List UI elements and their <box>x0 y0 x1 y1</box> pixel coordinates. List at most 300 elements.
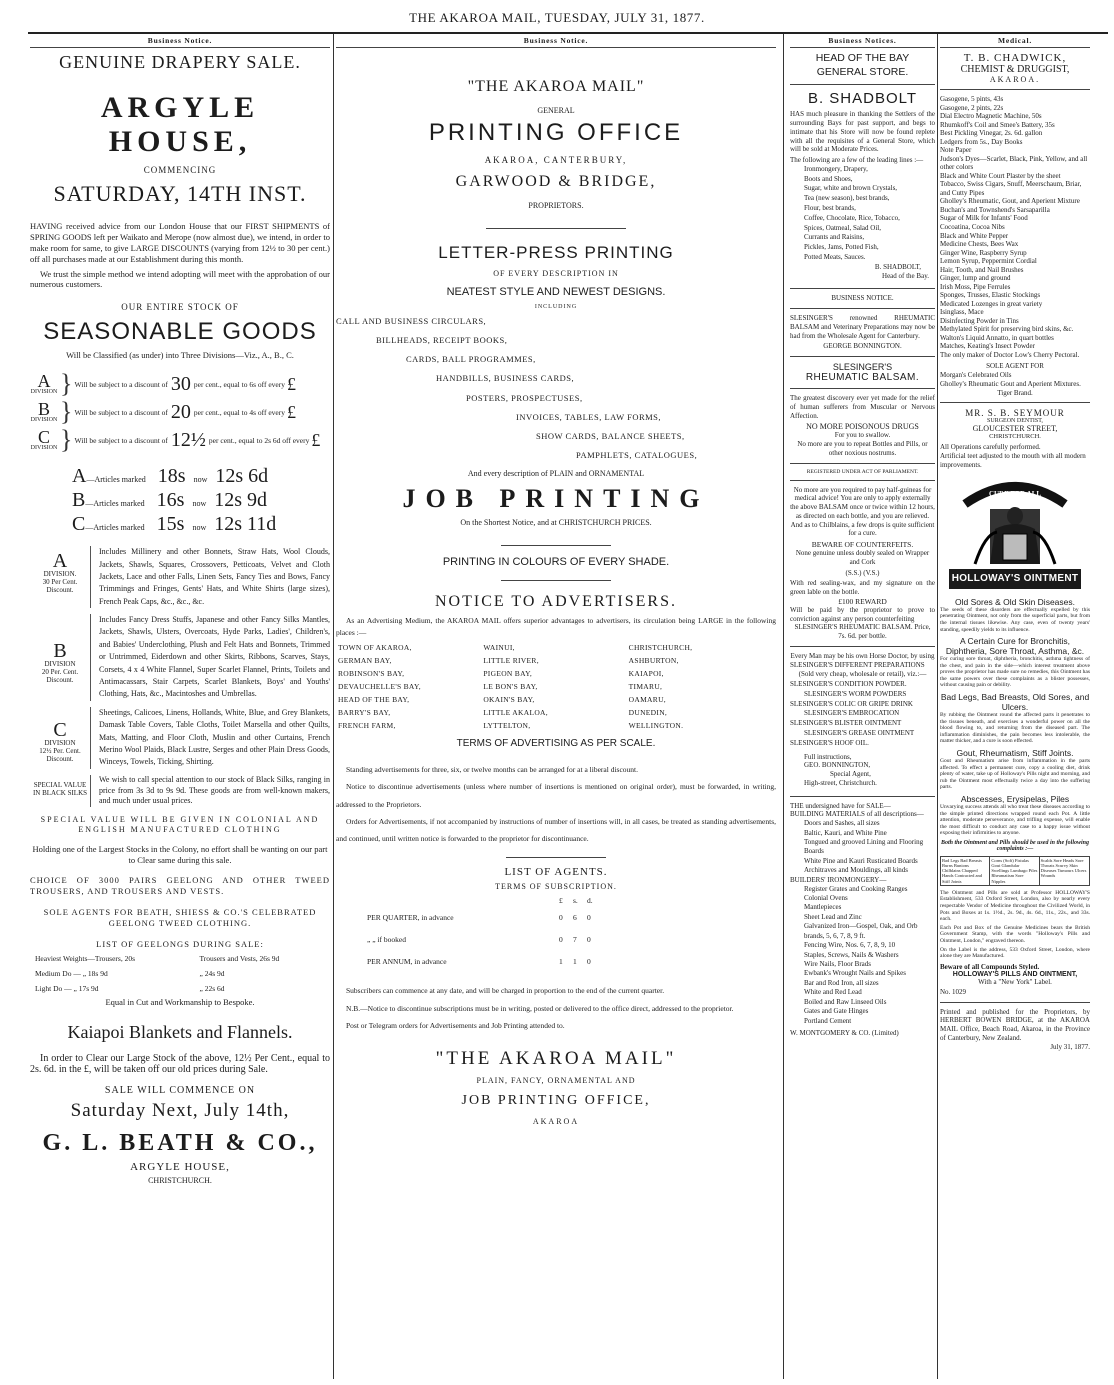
list-item: Cocoatina, Cocoa Nibs <box>940 222 1005 231</box>
subscription-table <box>366 895 600 972</box>
chadwick-name: T. B. CHADWICK, <box>963 52 1067 64</box>
teeth-text: Artificial teet adjusted to the mouth with all modern improvements. <box>940 452 1086 469</box>
geelongs-title: LIST OF GEELONGS DURING SALE: <box>96 938 264 949</box>
sale-title: GENUINE DRAPERY SALE. <box>59 52 301 72</box>
list-item: Tea (new season), best brands, <box>804 194 890 203</box>
list-item: Ironmongery, Drapery, <box>804 164 868 173</box>
division-post: per cent., equal to 2s 6d off every <box>208 435 310 445</box>
neatest-style: NEATEST STYLE AND NEWEST DESIGNS. <box>446 286 666 298</box>
enthroned-figure-icon <box>945 474 1085 569</box>
signature-place: Head of the Bay. <box>882 271 929 280</box>
division-pre: Will be subject to a discount of <box>74 435 168 445</box>
list-item: Dial Electro Magnetic Machine, 50s <box>940 112 1042 121</box>
list-item: DEVAUCHELLE'S BAY, <box>338 682 421 691</box>
stock-label: OUR ENTIRE STOCK OF <box>121 302 239 313</box>
list-item: Sugar, white and brown Crystals, <box>804 184 898 193</box>
list-item: Staples, Screws, Nails & Washers <box>804 950 899 959</box>
list-item: ASHBURTON, <box>628 656 679 665</box>
list-item: Boots and Shoes, <box>804 174 853 183</box>
division-pre: Will be subject to a discount of <box>74 407 168 417</box>
sale-date: SATURDAY, 14TH INST. <box>53 181 307 206</box>
divider-rule <box>790 480 935 481</box>
holloway-title: HOLLOWAY'S OINTMENT <box>949 569 1081 589</box>
list-item: CHRISTCHURCH, <box>628 643 693 652</box>
column-header: Business Notice. <box>336 36 776 48</box>
list-item: Potted Meats, Sauces. <box>804 252 866 261</box>
list-item: Flour, best brands, <box>804 203 856 212</box>
store-name: ARGYLE HOUSE, <box>100 91 260 158</box>
list-item: Black and White Pepper <box>940 231 1009 240</box>
list-item: INVOICES, TABLES, LAW FORMS, <box>516 411 662 422</box>
list-item: Medicated Lozenges in great variety <box>940 299 1043 308</box>
list-item: LITTLE AKALOA, <box>483 708 548 717</box>
list-item: WELLINGTON. <box>628 721 684 730</box>
mail-footer-title: "THE AKAROA MAIL" <box>435 1048 677 1069</box>
list-item: GERMAN BAY, <box>338 656 392 665</box>
divider-rule <box>486 228 626 229</box>
column-divider <box>937 34 938 1379</box>
genuine-text: None genuine unless doubly sealed on Wrapper and Cork <box>795 549 930 566</box>
location: AKAROA, CANTERBURY, <box>484 155 628 165</box>
registered-label: REGISTERED UNDER ACT OF PARLIAMENT. <box>806 468 919 475</box>
seymour-title: SURGEON DENTIST, <box>987 418 1043 425</box>
list-item: Spices, Oatmeal, Salad Oil, <box>804 223 881 232</box>
kaiapoi-title: Kaiapoi Blankets and Flannels. <box>67 1021 293 1042</box>
list-item: BILLHEADS, RECEIPT BOOKS, <box>376 335 508 346</box>
discount-divisions <box>30 371 330 453</box>
divider-rule <box>790 388 935 389</box>
top-rule <box>28 32 1108 34</box>
shadbolt-name: B. SHADBOLT <box>807 90 918 108</box>
list-item: LE BON'S BAY, <box>483 682 538 691</box>
list-item: Portland Cement <box>804 1016 852 1025</box>
printing-office-column <box>336 36 776 1381</box>
division-section: B DIVISION 20 Per. Cent. Discount. Includes Fancy Dress Stuffs, Japanese and other Fancy Silks Mantles, Jackets, Shawls, Ulsters, Overcoats, Hyde Parks, Ladies', Children's, and Babies' Underclothing, Plush and Felt Hats and Bonnets, Trimmed or Untrimmed, Eiderdown and other Skirts, Ribbons, Scarves, Stays, Corsets, 4 x 4 White Flannel, Super Scarlet Flannel, Prints, Toilets and Antimacassars, Stair Carpets, Scarlet Blankets, Boys' and Youths' Clothing, Hats, &c., Macintoshes and Umbrellas. <box>30 614 330 701</box>
division-sections <box>30 546 330 807</box>
division-contents: Includes Fancy Dress Stuffs, Japanese and other Fancy Silks Mantles, Jackets, Shawls, Ulsters, Overcoats, Hyde Parks, Ladies', Children's, and Babies' Underclothing, Plush and Felt Hats and Bonnets, Trimmed or Untrimmed, Eiderdown and other Skirts, Ribbons, Scarves, Stays, Corsets, 4 x 4 White Flannel, Super Scarlet Flannel, Prints, Toilets and Antimacassars, Stair Carpets, Scarlet Blankets, Boys' and Youths' Clothing, Hats, &c., Macintoshes and Umbrellas. <box>90 614 330 701</box>
proprietors-label: PROPRIETORS. <box>528 201 584 210</box>
division-contents: Sheetings, Calicoes, Linens, Hollands, White, Blue, and Grey Blankets, Damask Table Covers, Table Cloths, Toilet Marsella and other Quilts, Mats, Matting, and Floor Cloth, Muslin and other Curtains, French Merino Wool Plaids, Black Lustre, Serges and other Plain Dress Goods, Winceys, Towels, Ticking, Shirting. <box>90 707 330 769</box>
list-item: Disinfecting Powder in Tins <box>940 316 1019 325</box>
including-label: INCLUDING <box>534 304 578 310</box>
list-item: Gasogene, 5 pints, 43s <box>940 95 1004 103</box>
akaroa-label: AKAROA <box>532 1117 580 1126</box>
cure-title: A Certain Cure for Bronchitis, Diphtheria, Sore Throat, Asthma, &c. <box>945 636 1085 657</box>
divider-rule <box>790 288 935 289</box>
list-item: HEAD OF THE BAY, <box>338 695 410 704</box>
imprint-text: Printed and published for the Proprietors, by HERBERT BOWEN BRIDGE, at the AKAROA MAIL Office, Beach Road, Akaroa, in the Province of Canterbury, New Zealand. <box>940 1007 1090 1042</box>
circulation-places <box>338 643 774 730</box>
brace-icon: } <box>60 425 73 455</box>
list-item: Gates and Gate Hinges <box>804 1007 869 1016</box>
beware-compounds: Beware of all Compounds Styled. <box>940 962 1040 971</box>
list-agents-title: LIST OF AGENTS. <box>504 866 608 879</box>
list-item: SLESINGER'S HOOF OIL. <box>790 738 869 747</box>
seal-mark: (S.S.) (V.S.) <box>845 568 880 577</box>
list-item: Baltic, Kauri, and White Pine <box>804 828 887 837</box>
divider-rule <box>790 463 935 464</box>
list-item: Architraves and Mouldings, all kinds <box>804 866 909 875</box>
list-item: SLESINGER'S GREASE OINTMENT <box>804 729 915 738</box>
old-sores-title: Old Sores & Old Skin Diseases. <box>955 596 1075 607</box>
division-percent: 20 <box>170 400 191 423</box>
chemist-list <box>940 95 1090 359</box>
division-letter: A <box>37 371 51 392</box>
list-item: SLESINGER'S DIFFERENT PREPARATIONS <box>790 660 925 669</box>
holloway-pills-title: HOLLOWAY'S PILLS AND OINTMENT, <box>952 970 1078 978</box>
notice-text: As an Advertising Medium, the AKAROA MAIL offers superior advantages to advertisers, its circulation being LARGE in the following places :— <box>336 616 776 637</box>
no-more-drugs: NO MORE POISONOUS DRUGS <box>806 422 919 432</box>
job-printing-office: JOB PRINTING OFFICE, <box>461 1093 651 1108</box>
sale-commence: SALE WILL COMMENCE ON <box>104 1084 256 1096</box>
list-item: PAMPHLETS, CATALOGUES, <box>576 449 698 460</box>
signature: B. SHADBOLT, <box>874 262 921 271</box>
red-wax-text: With red sealing-wax, and my signature on the green lable on the bottle. <box>790 579 935 596</box>
list-item: Gasogene, 2 pints, 22s <box>940 103 1004 112</box>
column-header: Medical. <box>940 36 1090 48</box>
post-text: Post or Telegram orders for Advertisements and Job Printing attended to. <box>346 1020 565 1030</box>
beware-counterfeits: BEWARE OF COUNTERFEITS. <box>811 540 914 549</box>
division-section: A DIVISION. 30 Per Cent. Discount. Includes Millinery and other Bonnets, Straw Hats, Wool Clouds, Jackets, Shawls, Squares, Crossovers, Petticoats, Velvet and Cloth Jackets, Lace and other Falls, Linen Sets, Fancy Ties and Bows, Fancy Trimmings and Fringes, Gents' Hats, and White Shirts (large sizes), French Peak Caps, &c., &c., &c. <box>30 546 330 608</box>
list-item: LYTTELTON, <box>483 721 531 730</box>
balsam-price: SLESINGER'S RHEUMATIC BALSAM. Price, 7s. 6d. per bottle. <box>794 623 931 640</box>
morgan-oils: Morgan's Celebrated Oils <box>940 371 1012 380</box>
division-label: DIVISION <box>30 389 58 396</box>
list-item: White and Red Lead <box>804 988 862 997</box>
list-item: Lemon Syrup, Peppermint Cordial <box>940 257 1037 266</box>
firm-house: ARGYLE HOUSE, <box>130 1160 230 1173</box>
list-item: The only maker of Doctor Low's Cherry Pectoral. <box>940 350 1080 359</box>
list-item: FRENCH FARM, <box>338 721 396 730</box>
repeat-text: No more are you to repeat Bottles and Pills, or other noxious nostrums. <box>797 440 928 457</box>
agent-address: High-street, Christchurch. <box>804 778 877 787</box>
division-row <box>30 371 330 397</box>
list-item: Sugar of Milk for Infants' Food <box>940 214 1028 223</box>
list-item: TOWN OF AKAROA, <box>338 643 412 652</box>
chadwick-title: CHEMIST & DRUGGIST, <box>960 64 1070 75</box>
list-item: KAIAPOI, <box>628 669 664 678</box>
nb-text: N.B.—Notice to discontinue subscriptions must be in writing, posted or delivered to the office direct, addressed to the proprietor. <box>346 1003 734 1013</box>
list-item: OKAIN'S BAY, <box>483 695 535 704</box>
division-label: DIVISION <box>30 445 58 452</box>
shadbolt-intro: HAS much pleasure in thanking the Settlers of the surrounding Bays for past support, and begs to intimate that his Store will now be found replete with all the requisites of a General Store, which will be sold at Moderate Prices. <box>790 110 935 154</box>
holloway-illustration <box>945 474 1085 589</box>
list-item: Galvanized Iron—Gospel, Oak, and Orb brands, 5, 6, 7, 8, 9 ft. <box>804 922 918 940</box>
list-item: Scalds Sore Heads Sore Throats Scurvy Skin Diseases Tumours Ulcers Wounds <box>1040 857 1087 879</box>
division-row <box>30 427 330 453</box>
ironmongery-title: BUILDERS' IRONMONGERY— <box>790 875 887 884</box>
list-item: Pickles, Jams, Potted Fish, <box>804 243 879 252</box>
plain-ornamental: And every description of PLAIN and ORNAMENTAL <box>467 469 645 478</box>
division-post: per cent., equal to 4s off every <box>193 407 285 417</box>
column-header: Business Notice. <box>30 36 330 48</box>
division-label: DIVISION <box>30 417 58 424</box>
label-text: On the Label is the address, 533 Oxford Street, London, where alone they are Manufactured. <box>940 946 1090 960</box>
reward-label: £100 REWARD <box>838 596 887 606</box>
list-item: Best Pickling Vinegar, 2s. 6d. gallon <box>940 129 1043 138</box>
proprietors-name: GARWOOD & BRIDGE, <box>455 173 657 190</box>
brace-icon: } <box>60 369 73 399</box>
divider-rule <box>790 356 935 357</box>
chadwick-place: AKAROA. <box>989 75 1041 84</box>
no-more-text: No more are you required to pay half-guineas for medical advice! You are only to apply externally the above BALSAM once or twice within 12 hours, as directed on each bottle, and you are relieved. And as to Chilblains, a few drops is quite sufficient for a cure. <box>790 485 935 538</box>
orders-text: Orders for Advertisements, if not accompanied by instructions of number of insertions will, in all cases, be treated as standing advertisements, and continued, until written notice is forwarded to the proprietor for discontinuance. <box>336 816 776 843</box>
printing-items <box>336 312 776 465</box>
table-row: PER ANNUM, in advance 1 1 0 <box>367 956 591 966</box>
balsam-title: RHEUMATIC BALSAM. <box>805 372 920 383</box>
gholley-mixtures: Gholley's Rheumatic Gout and Aperient Mixtures. <box>940 379 1081 388</box>
sole-agents-note: SOLE AGENTS FOR BEATH, SHIESS & CO.'S CELEBRATED GEELONG TWEED CLOTHING. <box>43 907 317 928</box>
list-item: Ginger, lump and ground <box>940 274 1011 283</box>
list-item: Boiled and Raw Linseed Oils <box>804 997 887 1006</box>
kaiapoi-text: In order to Clear our Large Stock of the above, 12½ Per Cent., equal to 2s. 6d. in the £, will be taken off our old prices during Sale. <box>30 1052 330 1075</box>
list-item: SLESINGER'S WORM POWDERS <box>804 689 907 698</box>
preparations-list <box>790 661 935 749</box>
list-item: HANDBILLS, BUSINESS CARDS, <box>436 373 575 384</box>
list-item: Tobacco, Swiss Cigars, Snuff, Meerschaum, Briar, and Cutty Pipes <box>940 180 1082 197</box>
article-row: C —Articles marked 15s now 12s 11d <box>72 513 277 536</box>
business-notice-label: BUSINESS NOTICE. <box>831 294 894 303</box>
list-item: Corns (Soft) Fistulas Gout Glandular Swellings Lumbago Piles Rheumatism Sore Nipples <box>990 857 1039 885</box>
seymour-city: CHRISTCHURCH. <box>989 433 1041 441</box>
shortest-notice: On the Shortest Notice, and at CHRISTCHURCH PRICES. <box>460 518 652 527</box>
geelongs-table <box>30 950 330 997</box>
full-instructions: Full instructions, <box>804 752 852 761</box>
list-item: ROBINSON'S BAY, <box>338 669 405 678</box>
list-item: (Sold very cheap, wholesale or retail), viz.:— <box>798 670 927 679</box>
every-description: OF EVERY DESCRIPTION IN <box>493 269 619 278</box>
masthead: THE AKAROA MAIL, TUESDAY, JULY 31, 1877. <box>409 10 705 25</box>
division-post: per cent., equal to 6s off every <box>193 379 285 389</box>
table-row: Heaviest Weights—Trousers, 20s Trousers and Vests, 26s 9d <box>35 953 280 963</box>
division-percent: 30 <box>170 372 191 395</box>
list-item: BARRY'S BAY, <box>338 708 391 717</box>
list-item: Register Grates and Cooking Ranges <box>804 884 908 893</box>
list-item: CALL AND BUSINESS CIRCULARS, <box>336 316 487 326</box>
divider-rule <box>940 402 1090 403</box>
sold-text: The Ointment and Pills are sold at Professor HOLLOWAY'S Establishment, 533 Oxford Street, London, also by nearly every respectable Vendor of Medicine throughout the Civilized World, in Pots and Boxes at 1s. 1½d., 2s. 9d., 4s. 6d., 11s., 22s., and 33s. each. <box>940 889 1090 923</box>
list-item: Note Paper <box>940 146 972 155</box>
bonnington-name: GEORGE BONNINGTON. <box>823 342 902 351</box>
montgomery-firm: W. MONTGOMERY & CO. (Limited) <box>790 1029 899 1038</box>
trust-paragraph: We trust the simple method we intend adopting will meet with the approbation of our numerous customers. <box>30 268 330 290</box>
banner-text: CURE FOR ALL <box>988 489 1042 498</box>
divider-rule <box>506 857 606 858</box>
list-item: OAMARU, <box>628 695 666 704</box>
list-item: Coffee, Chocolate, Rice, Tobacco, <box>804 213 900 222</box>
list-item: SLESINGER'S BLISTER OINTMENT <box>790 719 902 728</box>
column-header: Business Notices. <box>790 36 935 48</box>
undersigned-text: THE undersigned have for SALE— <box>790 801 891 810</box>
abscesses-text: Unvarying success attends all who treat these diseases according to the simple printed directions wrapped round each Pot. A little attention, moderate perseverance, and trifling expense, will enable the most difficult to conduct any case to a happy issue without exposing their infirmities to anyone. <box>940 804 1090 837</box>
operations-text: All Operations carefully performed. <box>940 443 1041 452</box>
slesinger-title: SLESINGER'S <box>832 362 893 372</box>
list-item: Ginger Wine, Raspberry Syrup <box>940 248 1027 257</box>
list-item: LITTLE RIVER, <box>483 656 539 665</box>
subscribers-text: Subscribers can commence at any date, and will be charged in proportion to the end of the current quarter. <box>346 986 665 996</box>
special-value-note: SPECIAL VALUE WILL BE GIVEN IN COLONIAL AND ENGLISH MANUFACTURED CLOTHING <box>40 815 320 835</box>
list-item: Methylated Spirit for preserving bird skins, &c. <box>940 325 1074 334</box>
gout-title: Gout, Rheumatism, Stiff Joints. <box>956 748 1074 759</box>
list-item: Hair, Tooth, and Nail Brushes <box>940 265 1024 274</box>
list-item: Medicine Chests, Bees Wax <box>940 240 1019 249</box>
list-item: Isinglass, Mace <box>940 308 984 317</box>
list-item: Walton's Liquid Annatto, in quart bottles <box>940 333 1054 342</box>
classified-note: Will be Classified (as under) into Three Divisions—Viz., A., B., C. <box>66 350 294 361</box>
printing-office-title: PRINTING OFFICE <box>428 119 684 146</box>
abscesses-title: Abscesses, Erysipelas, Piles <box>960 794 1070 804</box>
firm-town: CHRISTCHURCH. <box>148 1175 212 1185</box>
article-row: A —Articles marked 18s now 12s 6d <box>72 465 269 488</box>
divider-rule <box>940 89 1090 90</box>
list-item: Fencing Wire, Nos. 6, 7, 8, 9, 10 <box>804 941 896 950</box>
division-row <box>30 399 330 425</box>
list-item: Doors and Sashes, all sizes <box>804 819 880 828</box>
article-prices <box>30 465 330 536</box>
black-silks-section: SPECIAL VALUE IN BLACK SILKS We wish to call special attention to our stock of Black Silks, ranging in price from 3s 3d to 9s 9d. These goods are from well-known makers, and much under usual prices. <box>32 774 330 806</box>
both-complaints: Both the Ointment and Pills should be used in the following complaints :— <box>940 839 1090 852</box>
pound-sign: £ <box>311 429 321 450</box>
division-percent: 12½ <box>170 428 206 451</box>
list-item: Irish Moss, Pipe Ferrules <box>940 282 1011 291</box>
holding-note: Holding one of the Largest Stocks in the Colony, no effort shall be wanting on our part to Clear same during this sale. <box>32 843 328 865</box>
list-item: Matches, Keating's Insect Powder <box>940 342 1035 351</box>
list-item: TIMARU, <box>628 682 663 691</box>
sale-day: Saturday Next, July 14th, <box>70 1099 290 1121</box>
divider-rule <box>940 1002 1090 1003</box>
division-pre: Will be subject to a discount of <box>74 379 168 389</box>
list-item: SLESINGER'S CONDITION POWDER. <box>790 680 907 689</box>
list-item: Black and White Court Plaster by the sheet <box>940 171 1061 180</box>
bad-legs-title: Bad Legs, Bad Breasts, Old Sores, and Ulcers. <box>940 692 1090 713</box>
column-divider <box>783 34 784 1379</box>
list-item: Ewbank's Wrought Nails and Spikes <box>804 969 906 978</box>
divider-rule <box>501 545 611 546</box>
divider-rule <box>790 796 935 797</box>
pound-sign: £ <box>287 401 296 422</box>
business-notices-column <box>790 36 935 1381</box>
swallow-text: For you to swallow. <box>834 431 891 440</box>
terms-line: TERMS OF ADVERTISING AS PER SCALE. <box>456 738 656 749</box>
division-contents: Includes Millinery and other Bonnets, Straw Hats, Wool Clouds, Jackets, Shawls, Squares, Crossovers, Petticoats, Velvet and Cloth Jackets, Lace and other Falls, Linen Sets, Fancy Ties and Bows, Fancy Trimmings and Fringes, Gents' Hats, and White Shirts (large sizes), French Peak Caps, &c., &c., &c. <box>90 546 330 608</box>
list-item: Mantlepieces <box>804 903 842 912</box>
ironmongery-list <box>790 885 935 1027</box>
list-item: Wire Nails, Floor Brads <box>804 960 871 969</box>
building-list <box>790 819 935 876</box>
list-item: WAINUI, <box>483 643 515 652</box>
store-title: HEAD OF THE BAY GENERAL STORE. <box>815 52 910 78</box>
table-row: £ s. d. <box>559 896 593 906</box>
notice-title: NOTICE TO ADVERTISERS. <box>434 593 677 610</box>
article-row: B —Articles marked 16s now 12s 9d <box>72 489 268 512</box>
shadbolt-lines <box>790 165 935 263</box>
table-row: Medium Do — „ 18s 9d „ 24s 9d <box>35 968 225 978</box>
choice-note: CHOICE OF 3000 PAIRS GEELONG AND OTHER TWEED TROUSERS, AND TROUSERS AND VESTS. <box>30 875 330 897</box>
list-item: Colonial Ovens <box>804 893 848 902</box>
list-item: SHOW CARDS, BALANCE SHEETS, <box>536 430 685 441</box>
cure-text: For curing sore throat, diphtheria, bronchitis, asthma tightness of the chest, and pain in the side—which interest treatment above proves the proprietor has made sure no remedies, this Ointment has the same powers over these complaints as a blister possesses, without causing pain or debility. <box>940 656 1090 689</box>
table-row: „ „ if booked 0 7 0 <box>367 934 591 944</box>
sole-agent-label: SOLE AGENT FOR <box>986 362 1044 371</box>
list-item: Sponges, Trusses, Elastic Stockings <box>940 291 1041 300</box>
list-item: Currants and Raisins, <box>804 233 865 242</box>
list-item: SLESINGER'S COLIC OR GRIPE DRINK <box>790 699 913 708</box>
imprint-date: July 31, 1877. <box>1050 1042 1090 1051</box>
black-silks-text: We wish to call special attention to our stock of Black Silks, ranging in price from 3s 3d to 9s 9d. These goods are from well-known makers, and much under usual prices. <box>90 775 330 807</box>
list-item: Bad Legs Bad Breasts Burns Bunions Chilblains Chapped Hands Contracted and Stiff Joints <box>941 857 990 885</box>
old-sores-text: The seeds of these disorders are effectually expelled by this penetrating Ointment, not only from the superficial parts, but from the internal tissues likewise. Any case, even of twenty years' standing, speedily yields to its influence. <box>940 606 1090 633</box>
list-item: POSTERS, PROSPECTUSES, <box>466 392 583 403</box>
letterpress-title: LETTER-PRESS PRINTING <box>438 243 674 262</box>
building-materials: BUILDING MATERIALS of all descriptions— <box>790 810 924 819</box>
gout-text: Gout and Rheumatism arise from inflammation in the parts affected. To effect a permanent cure, copy a cooling diet, drink plenty of water, take up of Holloway's Pills night and morning, and rub the Ointment most effectually twice a day into the suffering parts. <box>940 758 1090 791</box>
stamp-text: Each Pot and Box of the Genuine Medicines bears the British Government Stamp, with the words "Holloway's Pills and Ointment, London," engraved thereon. <box>940 924 1090 944</box>
subscription-title: TERMS OF SUBSCRIPTION. <box>495 882 617 892</box>
list-item: Tongued and grooved Lining and Flooring Boards <box>804 838 924 856</box>
intro-paragraph: HAVING received advice from our London House that our FIRST SHIPMENTS of SPRING GOODS left per Waikato and Merope (now almost due), we intend, in order to make room for same, to give LARGE DISCOUNTS (varying from 12½ to 30 per cent.) off all purchases made at our Establishment during this month. <box>30 221 330 264</box>
list-item: White Pine and Kauri Rusticated Boards <box>804 856 918 865</box>
brace-icon: } <box>60 397 73 427</box>
colours-line: PRINTING IN COLOURS OF EVERY SHADE. <box>442 556 670 568</box>
job-printing-title: JOB PRINTING <box>402 484 710 513</box>
pound-sign: £ <box>287 373 296 394</box>
list-item: Buchan's and Townshend's Sarsaparilla <box>940 205 1050 214</box>
division-letter: C <box>37 427 50 448</box>
division-letter: B <box>37 399 50 420</box>
divider-rule <box>790 308 935 309</box>
commencing-label: COMMENCING <box>143 165 217 175</box>
column-divider <box>333 34 334 1379</box>
list-item: Judson's Dyes—Scarlet, Black, Pink, Yellow, and all other colors <box>940 154 1088 172</box>
tiger-brand: Tiger Brand. <box>997 388 1033 397</box>
plain-fancy: PLAIN, FANCY, ORNAMENTAL AND <box>476 1076 636 1085</box>
list-item: DUNEDIN, <box>628 708 668 717</box>
seymour-street: GLOUCESTER STREET, <box>972 424 1058 434</box>
slesinger-text: SLESINGER'S renowned RHEUMATIC BALSAM and Veterinary Preparations may now be had from the Wholesale Agent for Canterbury. <box>790 314 935 340</box>
discontinue-text: Notice to discontinue advertisements (unless where number of insertions is mentioned on original order), must be forwarded, in writing, addressed to the Proprietors. <box>336 782 776 809</box>
divider-rule <box>501 580 611 581</box>
list-item: Ledgers from 5s., Day Books <box>940 137 1023 146</box>
agent-name: GEO. BONNINGTON, <box>804 761 871 770</box>
general-label: GENERAL <box>537 106 575 115</box>
list-item: SLESINGER'S EMBROCATION <box>804 709 900 718</box>
new-york-label: With a "New York" Label. <box>978 977 1052 986</box>
bad-legs-text: By rubbing the Ointment round the affected parts it penetrates to the tissues beneath, and exercises a wonderful power on all the blood flowing to, and returning from the diseased part. The inflammation diminishes, the pain becomes less intolerable, the matter thicker, and a cure is soon effected. <box>940 712 1090 745</box>
seasonable-goods-title: SEASONABLE GOODS <box>43 318 317 346</box>
notice-number: No. 1029 <box>940 987 967 996</box>
horse-doctor-text: Every Man may be his own Horse Doctor, by using <box>790 651 935 660</box>
list-item: PIGEON BAY, <box>483 669 533 678</box>
list-item: Bar and Rod Iron, all sizes <box>804 978 879 987</box>
table-row: Light Do — „ 17s 9d „ 22s 6d <box>35 983 225 993</box>
list-item: CARDS, BALL PROGRAMMES, <box>406 354 536 365</box>
seymour-name: MR. S. B. SEYMOUR <box>965 408 1065 419</box>
mail-title: "THE AKAROA MAIL" <box>467 78 645 95</box>
firm-name: G. L. BEATH & CO., <box>42 1129 318 1156</box>
divider-rule <box>790 646 935 647</box>
greatest-text: The greatest discovery ever yet made for the relief of human sufferers from Muscular or Nervous Affection. <box>790 394 935 420</box>
medical-column <box>940 36 1090 1381</box>
complaints-grid <box>940 856 1090 886</box>
paid-text: Will be paid by the proprietor to prove to conviction against any person counterfeiting <box>790 605 935 623</box>
list-item: Sheet Lead and Zinc <box>804 912 862 921</box>
list-item: Rhumkoff's Coil and Smee's Battery, 35s <box>940 120 1055 129</box>
agent-title: Special Agent, <box>830 770 871 779</box>
divider-rule <box>790 84 935 85</box>
shadbolt-following: The following are a few of the leading lines :— <box>790 156 924 165</box>
standing-text: Standing advertisements for three, six, or twelve months can be arranged for at a liberal discount. <box>346 765 638 774</box>
table-row: PER QUARTER, in advance 0 6 0 <box>367 912 591 922</box>
